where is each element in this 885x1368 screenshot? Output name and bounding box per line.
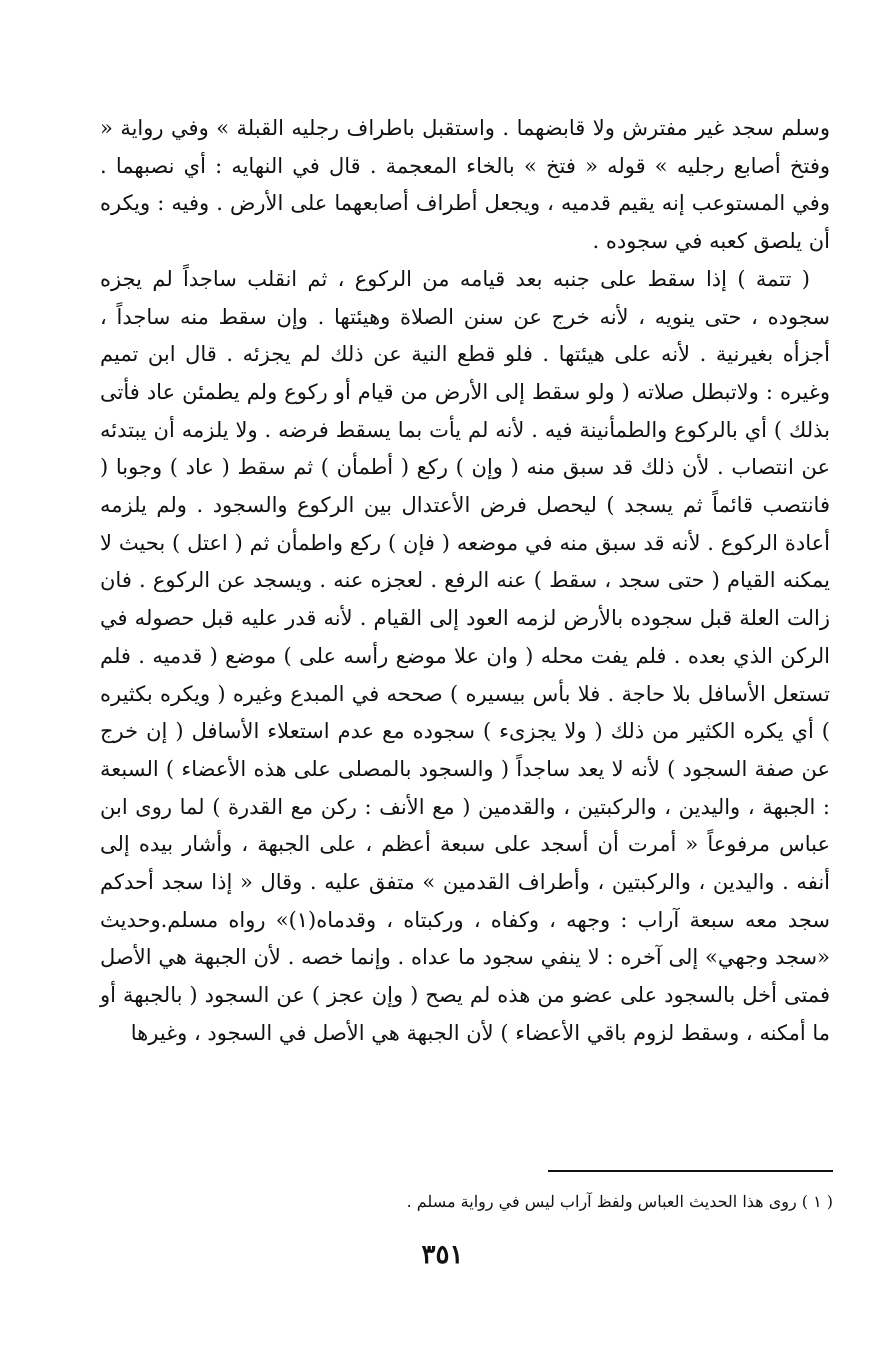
footnote-divider — [548, 1170, 833, 1172]
page-number: ٣٥١ — [421, 1240, 464, 1270]
footnote: ( ١ ) روى هذا الحديث العباس ولفظ آراب ليس في رواية مسلم . — [406, 1192, 833, 1211]
paragraph-opening: وسلم سجد غير مفترش ولا قابضهما . واستقبل باطراف رجليه القبلة » وفي رواية « وفتخ أصابع رجليه » قوله « فتخ » بالخاء المعجمة . قال في النهايه : أي نصبهما . وفي المستوعب إنه يقيم قدميه ، ويجعل أطراف أصابعهما على الأرض . وفيه : ويكره أن يلصق كعبه في سجوده . — [100, 116, 830, 254]
main-text — [100, 110, 830, 1053]
paragraph-tatimma: ( تتمة ) إذا سقط على جنبه بعد قيامه من الركوع ، ثم انقلب ساجداً لم يجزه سجوده ، حتى ينويه ، لأنه خرج عن سنن الصلاة وهيئتها . وإن سقط منه ساجداً ، أجزأه بغيرنية . لأنه على هيئتها . فلو قطع النية عن ذلك لم يجزئه . قال ابن تميم وغيره : ولاتبطل صلاته ( ولو سقط إلى الأرض من قيام أو ركوع ولم يطمئن عاد فأتى بذلك ) أي بالركوع والطمأنينة فيه . لأنه لم يأت بما يسقط فرضه . ولا يلزمه أن يبتدئه عن انتصاب . لأن ذلك قد سبق منه ( وإن ) ركع ( أطمأن ) ثم سقط ( عاد ) وجوبا ( فانتصب قائماً ثم يسجد ) ليحصل فرض الأعتدال بين الركوع والسجود . ولم يلزمه أعادة الركوع . لأنه قد سبق منه في موضعه ( فإن ) ركع واطمأن ثم ( اعتل ) بحيث لا يمكنه القيام ( حتى سجد ، سقط ) عنه الرفع . لعجزه عنه . ويسجد عن الركوع . فان زالت العلة قبل سجوده بالأرض لزمه العود إلى القيام . لأنه قدر عليه قبل حصوله في الركن الذي بعده . فلم يفت محله ( وان علا موضع رأسه على ) موضع ( قدميه . فلم تستعل الأسافل بلا حاجة . فلا بأس بيسيره ) صححه في المبدع وغيره ( ويكره بكثيره ) أي يكره الكثير من ذلك ( ولا يجزىء ) سجوده مع عدم استعلاء الأسافل ( إن خرج عن صفة السجود ) لأنه لا يعد ساجداً ( والسجود بالمصلى على هذه الأعضاء ) السبعة : الجبهة ، واليدين ، والركبتين ، والقدمين ( مع الأنف : ركن مع القدرة ) لما روى ابن عباس مرفوعاً « أمرت أن أسجد على سبعة أعظم ، على الجبهة ، وأشار بيده إلى أنفه . واليدين ، والركبتين ، وأطراف القدمين » متفق عليه . وقال « إذا سجد أحدكم سجد معه سبعة آراب : وجهه ، وكفاه ، وركبتاه ، وقدماه(١)» رواه مسلم.وحديث «سجد وجهي» إلى آخره : لا ينفي سجود ما عداه . وإنما خصه . لأن الجبهة هي الأصل فمتى أخل بالسجود على عضو من هذه لم يصح ( وإن عجز ) عن السجود ( بالجبهة أو ما أمكنه ، وسقط لزوم باقي الأعضاء ) لأن الجبهة هي الأصل في السجود ، وغيرها — [100, 266, 830, 1045]
